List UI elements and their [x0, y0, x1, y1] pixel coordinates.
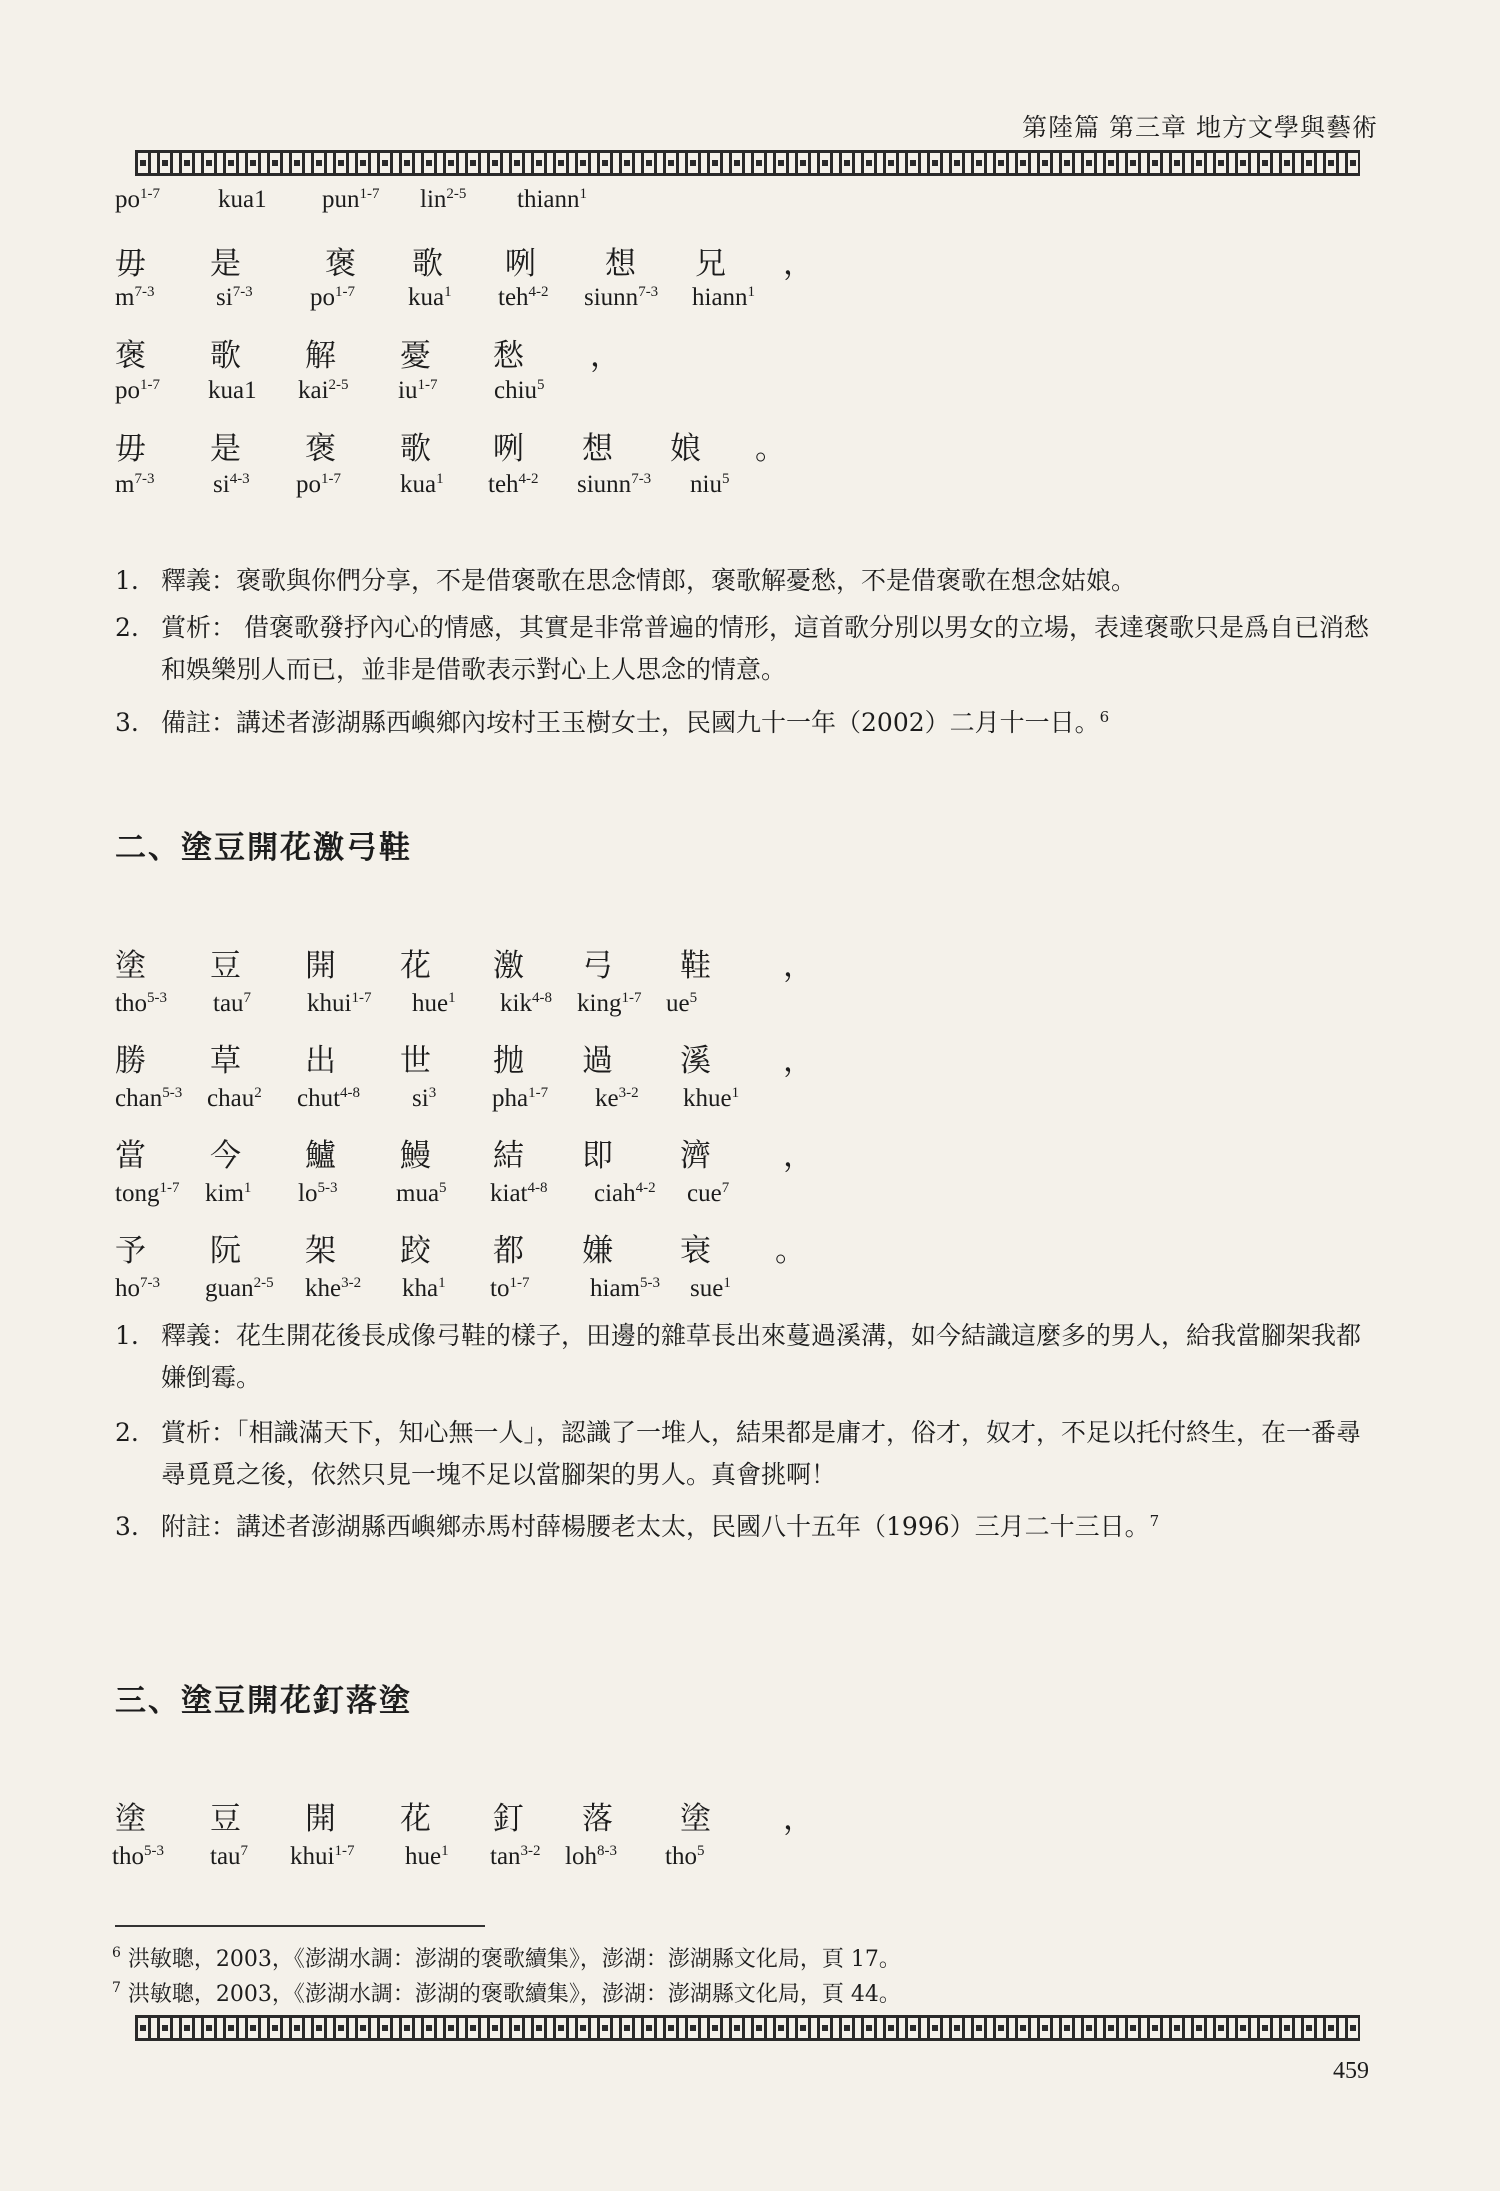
footnote	[112, 1977, 901, 2008]
tone-mark: 1-7	[509, 1275, 530, 1291]
tone-mark: 5	[689, 990, 698, 1006]
note-number: 3.	[115, 708, 139, 737]
lyric-char: 是	[210, 246, 241, 282]
lyric-char: 都	[493, 1233, 524, 1269]
note-text: 賞析：「相識滿天下，知心無一人」，認識了一堆人，結果都是庸才，俗才，奴才，不足以托付終生，在一番尋尋覓覓之後，依然只見一塊不足以當腳架的男人。真會挑啊！	[161, 1418, 1362, 1489]
romanized-syllable: $lo^{5-3}$	[298, 1180, 338, 1207]
section-three-title: 三、塗豆開花釘落塗	[115, 1683, 412, 1719]
lyric-char: 歌	[400, 431, 431, 467]
lyric-char: 世	[400, 1043, 431, 1079]
tone-mark: 5-3	[162, 1085, 183, 1101]
footnote	[112, 1942, 901, 1973]
tone-mark: 5-3	[143, 1843, 164, 1859]
romanized-syllable: hue$^1$	[412, 990, 456, 1017]
romanized-syllable: $m^{7-3}$	[115, 284, 155, 311]
romanized-syllable: mua$^5$	[396, 1180, 447, 1207]
tone-mark: 5	[537, 377, 545, 393]
tone-mark: 2	[254, 1085, 262, 1101]
lyric-char: ，	[783, 948, 814, 984]
tone-mark: 7-3	[140, 1275, 160, 1291]
romanized-syllable: $si^{4-3}$	[213, 471, 250, 498]
footnote-ref: 7	[1149, 1512, 1160, 1530]
lyric-char: ，	[590, 338, 621, 374]
top-border-ornament	[135, 150, 1360, 176]
lyric-char: 歌	[412, 246, 443, 282]
romanized-syllable: tong$^{1-7}$	[115, 1180, 180, 1207]
tone-mark: 1	[579, 186, 587, 202]
romanized-syllable: chan$^{5-3}$	[115, 1085, 183, 1112]
romanized-syllable: kim$^1$	[205, 1180, 252, 1207]
romanized-syllable: $ho^{7-3}$	[115, 1275, 160, 1302]
tone-mark: 1	[448, 990, 456, 1006]
lyric-char: 阮	[210, 1233, 241, 1269]
tone-mark: 1-7	[321, 471, 341, 487]
tone-mark: 1-7	[359, 186, 380, 202]
tone-mark: 7-3	[232, 284, 253, 300]
note-number: 1.	[115, 566, 139, 595]
romanized-syllable: teh$^{4-2}$	[498, 284, 549, 311]
romanized-syllable: kua1	[218, 186, 267, 213]
lyric-char: 豆	[210, 1801, 241, 1837]
lyric-char: 即	[582, 1138, 613, 1174]
lyric-char: ，	[783, 1043, 814, 1079]
tone-mark: 1	[436, 471, 444, 487]
note-text: 釋義：褒歌與你們分享，不是借褒歌在思念情郎，褒歌解憂愁，不是借褒歌在想念姑娘。	[161, 566, 1137, 595]
romanized-syllable: $po^{1-7}$	[115, 377, 160, 404]
lyric-char: 。	[755, 431, 786, 467]
lyric-char: 開	[305, 948, 336, 984]
romanized-syllable: $po^{1-7}$	[310, 284, 355, 311]
lyric-char: 塗	[115, 948, 146, 984]
romanized-syllable: lin$^{2-5}$	[420, 186, 467, 213]
tone-mark: 4-8	[340, 1085, 361, 1101]
tone-mark: 7-3	[134, 471, 155, 487]
lyric-char: 激	[493, 948, 524, 984]
note-text: 釋義：花生開花後長成像弓鞋的樣子，田邊的雜草長出來蔓過溪溝，如今結識這麼多的男人，給我當腳架我都嫌倒霉。	[161, 1321, 1362, 1392]
lyric-char: 今	[210, 1138, 241, 1174]
lyric-char: ，	[783, 1138, 814, 1174]
footnote-number: 6	[112, 1945, 121, 1961]
tone-mark: 1-7	[159, 1180, 180, 1196]
romanized-syllable: khe$^{3-2}$	[305, 1275, 362, 1302]
romanized-syllable: $si^3$	[412, 1085, 437, 1112]
lyric-char: 褒	[325, 246, 356, 282]
tone-mark: 7	[240, 1843, 249, 1859]
romanized-syllable: chau$^2$	[207, 1085, 262, 1112]
romanized-syllable: $ke^{3-2}$	[595, 1085, 639, 1112]
romanized-syllable: khui$^{1-7}$	[290, 1843, 355, 1870]
footnote-rule	[115, 1925, 485, 1927]
lyric-char: 毋	[115, 431, 146, 467]
lyric-char: 開	[305, 1801, 336, 1837]
note-number: 2.	[115, 613, 139, 642]
tone-mark: 1-7	[140, 377, 160, 393]
romanized-syllable: chut$^{4-8}$	[297, 1085, 361, 1112]
lyric-char: 。	[775, 1233, 806, 1269]
romanized-syllable: kua1	[208, 377, 257, 404]
lyric-char: 釘	[493, 1801, 524, 1837]
lyric-char: 弓	[582, 948, 613, 984]
tone-mark: 4-2	[518, 471, 539, 487]
tone-mark: 5-3	[640, 1275, 660, 1291]
page-number: 459	[1333, 2058, 1369, 2084]
tone-mark: 3-2	[341, 1275, 362, 1291]
tone-mark: 1	[723, 1275, 731, 1291]
romanized-syllable: ciah$^{4-2}$	[594, 1180, 656, 1207]
lyric-char: 跤	[400, 1233, 431, 1269]
tone-mark: 1-7	[140, 186, 160, 202]
tone-mark: 1-7	[351, 990, 372, 1006]
lyric-char: 愁	[493, 338, 524, 374]
romanized-syllable: loh$^{8-3}$	[565, 1843, 617, 1870]
romanized-syllable: tho$^{5-3}$	[115, 990, 167, 1017]
lyric-char: 歌	[210, 338, 241, 374]
romanized-syllable: kha$^1$	[402, 1275, 446, 1302]
tone-mark: 1-7	[528, 1085, 549, 1101]
lyric-char: 花	[400, 1801, 431, 1837]
lyric-char: 咧	[493, 431, 524, 467]
tone-mark: 1	[441, 1843, 449, 1859]
tone-mark: 5	[721, 471, 730, 487]
lyric-char: 咧	[505, 246, 536, 282]
romanized-syllable: $iu^{1-7}$	[398, 377, 438, 404]
tone-mark: 3-2	[618, 1085, 639, 1101]
tone-mark: 1-7	[621, 990, 642, 1006]
tone-mark: 1	[731, 1085, 740, 1101]
lyric-char: 褒	[305, 431, 336, 467]
tone-mark: 4-3	[229, 471, 250, 487]
lyric-char: ，	[783, 1801, 814, 1837]
romanized-syllable: tau$^7$	[213, 990, 252, 1017]
lyric-char: 鱸	[305, 1138, 336, 1174]
lyric-char: 憂	[400, 338, 431, 374]
tone-mark: 4-2	[635, 1180, 656, 1196]
lyric-char: 毋	[115, 246, 146, 282]
lyric-char: 是	[210, 431, 241, 467]
romanized-syllable: kiat$^{4-8}$	[490, 1180, 548, 1207]
lyric-char: 塗	[115, 1801, 146, 1837]
tone-mark: 8-3	[596, 1843, 617, 1859]
tone-mark: 1	[438, 1275, 446, 1291]
footnote-ref: 6	[1099, 708, 1110, 726]
footnote-number: 7	[112, 1980, 121, 1996]
tone-mark: 2-5	[446, 186, 467, 202]
romanized-syllable: sue$^1$	[690, 1275, 731, 1302]
lyric-char: 鰻	[400, 1138, 431, 1174]
tone-mark: 2-5	[253, 1275, 274, 1291]
tone-mark: 1-7	[417, 377, 438, 393]
romanized-syllable: cue$^7$	[687, 1180, 730, 1207]
romanized-syllable: $si^{7-3}$	[216, 284, 253, 311]
note-text: 附註：講述者澎湖縣西嶼鄉赤馬村薛楊腰老太太，民國八十五年（1996）三月二十三日。$^7$	[161, 1512, 1160, 1541]
lyric-char: 嫌	[582, 1233, 613, 1269]
lyric-char: 衰	[680, 1233, 711, 1269]
romanized-syllable: kai$^{2-5}$	[298, 377, 349, 404]
tone-mark: 4-8	[531, 990, 552, 1006]
tone-mark: 4-8	[527, 1180, 548, 1196]
lyric-char: 當	[115, 1138, 146, 1174]
romanized-syllable: khui$^{1-7}$	[307, 990, 372, 1017]
romanized-syllable: chiu$^5$	[494, 377, 545, 404]
romanized-syllable: siunn$^{7-3}$	[584, 284, 659, 311]
lyric-char: 予	[115, 1233, 146, 1269]
lyric-char: 娘	[670, 431, 701, 467]
tone-mark: 7	[721, 1180, 730, 1196]
lyric-char: 兄	[695, 246, 726, 282]
romanized-syllable: pun$^{1-7}$	[322, 186, 380, 213]
romanized-syllable: kua$^1$	[408, 284, 452, 311]
romanized-syllable: $po^{1-7}$	[115, 186, 160, 213]
note-text: 賞析： 借褒歌發抒內心的情感，其實是非常普遍的情形，這首歌分別以男女的立場，表達褒歌只是爲自已消愁和娛樂別人而已，並非是借歌表示對心上人思念的情意。	[161, 613, 1369, 684]
lyric-char: 出	[305, 1043, 336, 1079]
bottom-border-ornament	[135, 2015, 1360, 2041]
tone-mark: 1-7	[334, 1843, 355, 1859]
note-text: 備註：講述者澎湖縣西嶼鄉內垵村王玉樹女士，民國九十一年（2002）二月十一日。$^6$	[161, 708, 1110, 737]
romanized-syllable: kik$^{4-8}$	[500, 990, 552, 1017]
tone-mark: 7-3	[631, 471, 652, 487]
lyric-char: 花	[400, 948, 431, 984]
romanized-syllable: siunn$^{7-3}$	[577, 471, 652, 498]
tone-mark: 5-3	[317, 1180, 338, 1196]
lyric-char: 過	[582, 1043, 613, 1079]
romanized-syllable: hiann$^1$	[692, 284, 756, 311]
footnote-text: 洪敏聰，2003，《澎湖水調：澎湖的褒歌續集》，澎湖：澎湖縣文化局，頁 17。	[120, 1947, 901, 1972]
romanized-syllable: tho$^{5-3}$	[112, 1843, 164, 1870]
romanized-syllable: thiann$^1$	[517, 186, 587, 213]
lyric-char: 塗	[680, 1801, 711, 1837]
romanized-syllable: tau$^7$	[210, 1843, 249, 1870]
lyric-char: 溪	[680, 1043, 711, 1079]
tone-mark: 7-3	[134, 284, 155, 300]
lyric-char: 架	[305, 1233, 336, 1269]
tone-mark: 7-3	[638, 284, 659, 300]
lyric-char: 鞋	[680, 948, 711, 984]
lyric-char: 落	[582, 1801, 613, 1837]
lyric-char: 褒	[115, 338, 146, 374]
tone-mark: 1	[747, 284, 756, 300]
romanized-syllable: khue$^1$	[683, 1085, 740, 1112]
romanized-syllable: $ue^5$	[666, 990, 698, 1017]
tone-mark: 5-3	[146, 990, 167, 1006]
note-number: 3.	[115, 1512, 139, 1541]
romanized-syllable: $\tan^{3-2}$	[490, 1843, 541, 1870]
note-number: 1.	[115, 1321, 139, 1350]
romanized-syllable: $po^{1-7}$	[296, 471, 341, 498]
tone-mark: 5	[439, 1180, 447, 1196]
tone-mark: 5	[696, 1843, 705, 1859]
lyric-char: 濟	[680, 1138, 711, 1174]
romanized-syllable: guan$^{2-5}$	[205, 1275, 274, 1302]
lyric-char: 草	[210, 1043, 241, 1079]
tone-mark: 2-5	[328, 377, 349, 393]
tone-mark: 4-2	[528, 284, 549, 300]
romanized-syllable: niu$^5$	[690, 471, 730, 498]
lyric-char: 想	[605, 246, 636, 282]
lyric-char: 豆	[210, 948, 241, 984]
tone-mark: 3-2	[520, 1843, 541, 1859]
footnote-text: 洪敏聰，2003，《澎湖水調：澎湖的褒歌續集》，澎湖：澎湖縣文化局，頁 44。	[120, 1982, 901, 2007]
romanized-syllable: teh$^{4-2}$	[488, 471, 539, 498]
section-two-title: 二、塗豆開花激弓鞋	[115, 830, 412, 866]
lyric-char: 想	[582, 431, 613, 467]
romanized-syllable: hue$^1$	[405, 1843, 449, 1870]
romanized-syllable: $to^{1-7}$	[490, 1275, 530, 1302]
lyric-char: 結	[493, 1138, 524, 1174]
romanized-syllable: hiam$^{5-3}$	[590, 1275, 660, 1302]
tone-mark: 1	[243, 1180, 252, 1196]
tone-mark: 7	[243, 990, 252, 1006]
lyric-char: 勝	[115, 1043, 146, 1079]
romanized-syllable: king$^{1-7}$	[577, 990, 642, 1017]
romanized-syllable: pha$^{1-7}$	[492, 1085, 549, 1112]
tone-mark: 3	[428, 1085, 437, 1101]
romanized-syllable: tho$^5$	[665, 1843, 705, 1870]
romanized-syllable: kua$^1$	[400, 471, 444, 498]
romanized-syllable: $m^{7-3}$	[115, 471, 155, 498]
tone-mark: 1	[444, 284, 452, 300]
lyric-char: 解	[305, 338, 336, 374]
lyric-char: 抛	[493, 1043, 524, 1079]
tone-mark: 1-7	[335, 284, 355, 300]
running-header: 第陸篇 第三章 地方文學與藝術	[1022, 113, 1378, 142]
lyric-char: ，	[783, 246, 814, 282]
note-number: 2.	[115, 1418, 139, 1447]
